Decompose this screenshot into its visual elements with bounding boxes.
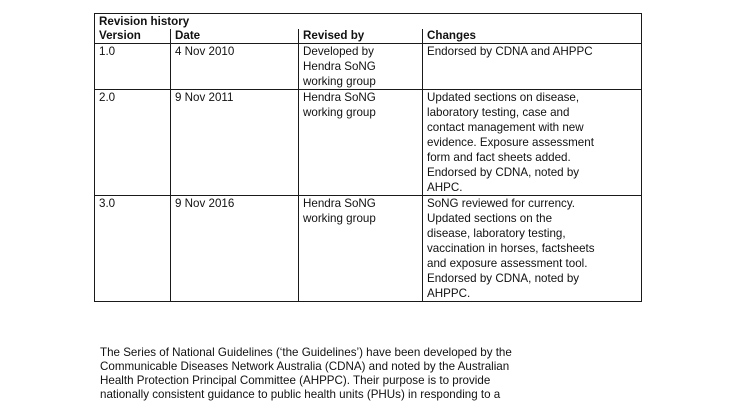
column-header-version: Version — [95, 29, 171, 44]
changes-line: laboratory testing, case and — [427, 106, 570, 119]
date-cell: 4 Nov 2010 — [171, 44, 299, 90]
changes-line: Endorsed by CDNA, noted by — [427, 166, 580, 179]
paragraph-line: Communicable Diseases Network Australia (CDNA) and noted by the Australian — [100, 360, 510, 373]
changes-line: and exposure assessment tool. — [427, 257, 588, 270]
version-cell: 1.0 — [95, 44, 171, 90]
paragraph-line: Health Protection Principal Committee (AHPPC). Their purpose is to provide — [100, 374, 491, 387]
changes-cell — [423, 90, 642, 196]
revised-by-line: Hendra SoNG — [303, 91, 376, 104]
changes-line: SoNG reviewed for currency. — [427, 197, 575, 210]
changes-line: disease, laboratory testing, — [427, 227, 566, 240]
paragraph-line: The Series of National Guidelines (‘the Guidelines’) have been developed by the — [100, 346, 512, 359]
intro-paragraph — [100, 346, 660, 402]
changes-line: Updated sections on disease, — [427, 91, 580, 104]
column-header-date: Date — [171, 29, 299, 44]
revision-history-caption: Revision history — [95, 14, 642, 30]
changes-line: form and fact sheets added. — [427, 151, 571, 164]
changes-line: Endorsed by CDNA, noted by — [427, 272, 580, 285]
column-header-revised-by: Revised by — [299, 29, 423, 44]
revised-by-cell — [299, 90, 423, 196]
date-cell: 9 Nov 2011 — [171, 90, 299, 196]
changes-line: vaccination in horses, factsheets — [427, 242, 595, 255]
revised-by-cell — [299, 196, 423, 302]
changes-line: evidence. Exposure assessment — [427, 136, 594, 149]
table-row — [95, 196, 642, 302]
revised-by-line: working group — [303, 106, 376, 119]
revised-by-line: working group — [303, 75, 376, 88]
version-cell: 2.0 — [95, 90, 171, 196]
version-cell: 3.0 — [95, 196, 171, 302]
revised-by-line: Developed by — [303, 45, 374, 58]
changes-line: AHPC. — [427, 181, 463, 194]
changes-cell — [423, 44, 642, 90]
revision-history-table — [94, 13, 642, 302]
table-header-row — [95, 29, 642, 44]
revised-by-line: Hendra SoNG — [303, 197, 376, 210]
changes-line: Endorsed by CDNA and AHPPC — [427, 45, 593, 58]
date-cell: 9 Nov 2016 — [171, 196, 299, 302]
changes-line: contact management with new — [427, 121, 584, 134]
revised-by-cell — [299, 44, 423, 90]
changes-cell — [423, 196, 642, 302]
table-row — [95, 90, 642, 196]
table-row — [95, 44, 642, 90]
changes-line: AHPPC. — [427, 287, 471, 300]
column-header-changes: Changes — [423, 29, 642, 44]
revised-by-line: Hendra SoNG — [303, 60, 376, 73]
revised-by-line: working group — [303, 212, 376, 225]
changes-line: Updated sections on the — [427, 212, 553, 225]
paragraph-line: nationally consistent guidance to public health units (PHUs) in responding to a — [100, 388, 501, 401]
